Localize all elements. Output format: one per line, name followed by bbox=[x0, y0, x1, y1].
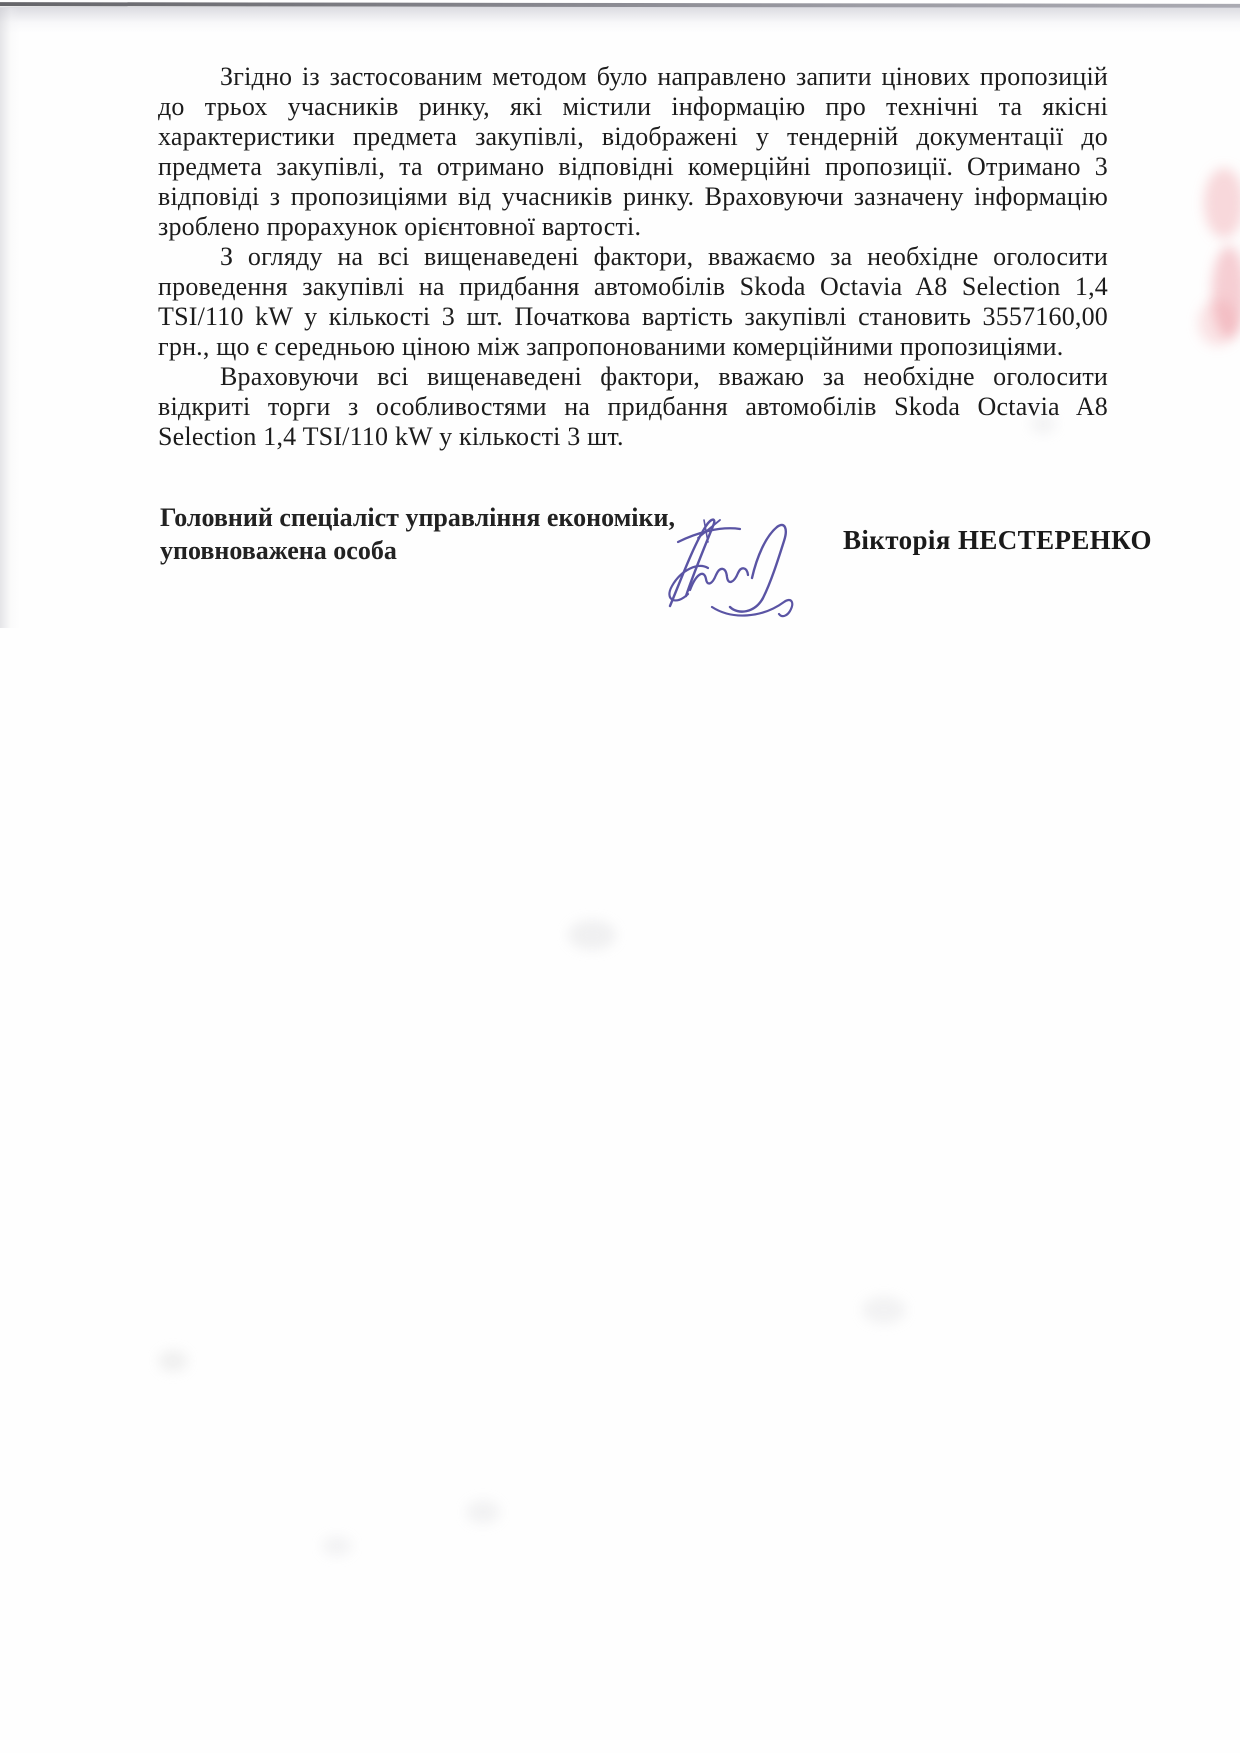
handwritten-signature-ink bbox=[648, 508, 818, 623]
scan-speck bbox=[862, 1296, 906, 1324]
paragraph-2: З огляду на всі вищенаведені фактори, вважаємо за необхідне оголосити проведення закупівлі на придбання автомобілів Skoda Octavia A8 Selection 1,4 TSI/110 kW у кількості 3 шт. Початкова вартість закупівлі становить 3557160,00 грн., що є середньою ціною між запропонованими комерційними пропозиціями. bbox=[158, 242, 1108, 361]
scan-speck bbox=[466, 1500, 500, 1524]
scan-top-shadow-band bbox=[0, 7, 1240, 33]
scan-speck bbox=[322, 1536, 352, 1556]
scan-left-edge-strip bbox=[0, 8, 20, 628]
signatory-name: Вікторія НЕСТЕРЕНКО bbox=[843, 525, 1152, 555]
paragraph-3: Враховуючи всі вищенаведені фактори, вважаю за необхідне оголосити відкриті торги з особливостями на придбання автомобілів Skoda Octavia A8 Selection 1,4 TSI/110 kW у кількості 3 шт. bbox=[158, 362, 1108, 451]
scan-smudge-pink bbox=[1204, 168, 1240, 238]
signatory-title bbox=[160, 501, 720, 567]
scan-speck bbox=[158, 1350, 188, 1372]
scan-speck bbox=[568, 920, 616, 950]
paragraph-1: Згідно із застосованим методом було направлено запити цінових пропозицій до трьох учасників ринку, які містили інформацію про технічні та якісні характеристики предмета закупівлі, відображені у тендерній документації до предмета закупівлі, та отримано відповідні комерційні пропозиції. Отримано 3 відповіді з пропозиціями від учасників ринку. Враховуючи зазначену інформацію зроблено прорахунок орієнтовної вартості. bbox=[158, 62, 1108, 241]
signatory-title-line2: уповноважена особа bbox=[160, 536, 397, 565]
scan-smudge-pink bbox=[1198, 300, 1238, 346]
document-body bbox=[158, 62, 1108, 452]
signatory-title-line1: Головний спеціаліст управління економіки, bbox=[160, 503, 675, 532]
